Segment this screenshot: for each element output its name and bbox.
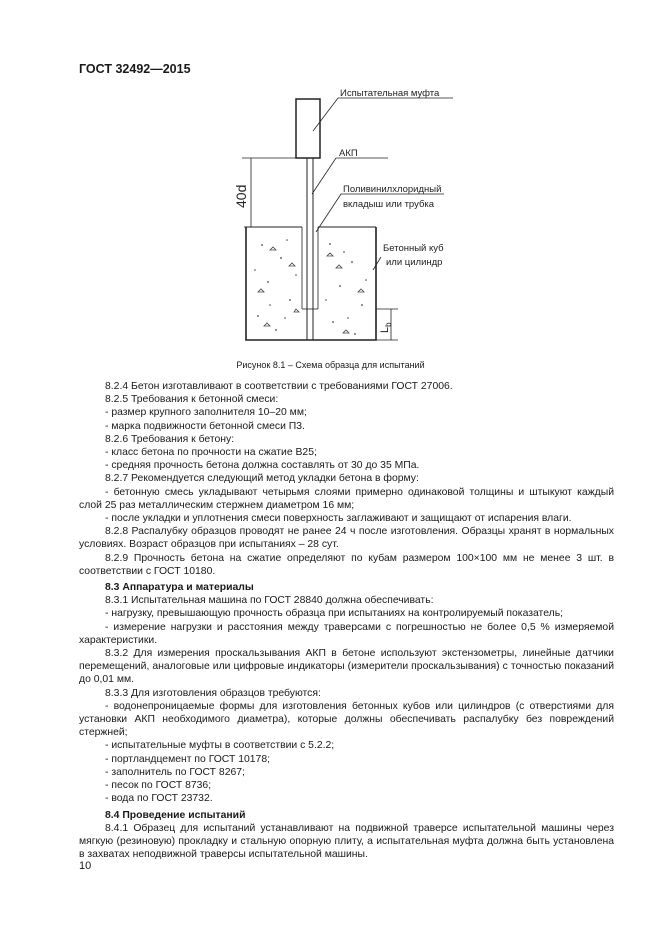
label-coupling: Испытательная муфта <box>340 88 440 99</box>
paragraph: - после укладки и уплотнения смеси поверхность заглаживают и защищают от испарения влаги. <box>105 513 572 525</box>
document-header: ГОСТ 32492—2015 <box>79 62 191 76</box>
label-akp: АКП <box>339 148 358 159</box>
figure-caption: Рисунок 8.1 – Схема образца для испытаний <box>236 360 425 370</box>
paragraph: - водонепроницаемые формы для изготовления бетонных кубов или цилиндров (с отверстиями для установки АКП необходимого диаметра), которые должны обеспечивать распалубку без повреждений стержней; <box>79 700 614 739</box>
dimension-40d: 40d <box>233 184 249 208</box>
label-insert-2: вкладыш или трубка <box>343 199 435 210</box>
paragraph: 8.2.5 Требования к бетонной смеси: <box>105 394 279 406</box>
paragraph: 8.2.7 Рекомендуется следующий метод укладки бетона в форму: <box>105 473 419 485</box>
paragraph: 8.2.9 Прочность бетона на сжатие определяют по кубам размером 100×100 мм не менее 3 шт. в соответствии с ГОСТ 10180. <box>79 552 614 577</box>
body-text <box>79 380 614 861</box>
rebar-akp <box>307 158 313 340</box>
test-coupling <box>296 99 320 158</box>
concrete-cube <box>246 227 376 340</box>
paragraph: - класс бетона по прочности на сжатие В25; <box>105 447 317 459</box>
paragraph: 8.2.6 Требования к бетону: <box>105 433 235 445</box>
paragraph: 8.2.4 Бетон изготавливают в соответствии с требованиями ГОСТ 27006. <box>105 381 453 392</box>
paragraph: - вода по ГОСТ 23732. <box>105 793 213 805</box>
paragraph: - испытательные муфты в соответствии с 5.2.2; <box>105 740 335 752</box>
page-number: 10 <box>79 860 92 872</box>
paragraph: - средняя прочность бетона должна составлять от 30 до 35 МПа. <box>105 460 420 472</box>
paragraph: 8.3.1 Испытательная машина по ГОСТ 28840 должна обеспечивать: <box>105 595 434 607</box>
section-heading: 8.3 Аппаратура и материалы <box>105 582 254 594</box>
label-insert-1: Поливинилхлоридный <box>343 184 442 195</box>
paragraph: - заполнитель по ГОСТ 8267; <box>105 766 245 778</box>
paragraph: 8.4.1 Образец для испытаний устанавливают на подвижной траверсе испытательной машины через мягкую (резиновую) прокладку и стальную опорную плиту, а испытательная муфта должна быть установлена в захватах неподвижной траверсы испытательной машины. <box>79 822 614 861</box>
paragraph: - марка подвижности бетонной смеси П3. <box>105 420 305 432</box>
pvc-insert <box>302 227 318 309</box>
specimen-diagram <box>0 0 661 380</box>
dimension-lb: $L_b$ <box>379 322 393 333</box>
paragraph: - портландцемент по ГОСТ 10178; <box>105 753 270 765</box>
paragraph: 8.2.8 Распалубку образцов проводят не ранее 24 ч после изготовления. Образцы хранят в нормальных условиях. Возраст образцов при испытаниях – 28 сут. <box>79 526 614 551</box>
paragraph: - бетонную смесь укладывают четырьмя слоями примерно одинаковой толщины и штыкуют каждый слой 25 раз металлическим стержнем диаметром 16 мм; <box>79 486 614 511</box>
paragraph: - измерение нагрузки и расстояния между траверсами с погрешностью не более 0,5 % измеряемой характеристики. <box>79 621 614 646</box>
section-heading: 8.4 Проведение испытаний <box>105 809 246 821</box>
paragraph: 8.3.2 Для измерения проскальзывания АКП в бетоне используют экстензометры, линейные датчики перемещений, аналоговые или цифровые индикаторы (измерители проскальзывания) с точностью показаний до 0,01 мм. <box>79 648 614 686</box>
paragraph: 8.3.3 Для изготовления образцов требуются: <box>105 687 321 699</box>
paragraph: - нагрузку, превышающую прочность образца при испытаниях на контролируемый показатель; <box>105 608 563 620</box>
paragraph: - песок по ГОСТ 8736; <box>105 780 212 792</box>
label-cube-1: Бетонный куб <box>383 243 444 254</box>
paragraph: - размер крупного заполнителя 10–20 мм; <box>105 407 307 419</box>
label-cube-2: или цилиндр <box>386 257 443 268</box>
